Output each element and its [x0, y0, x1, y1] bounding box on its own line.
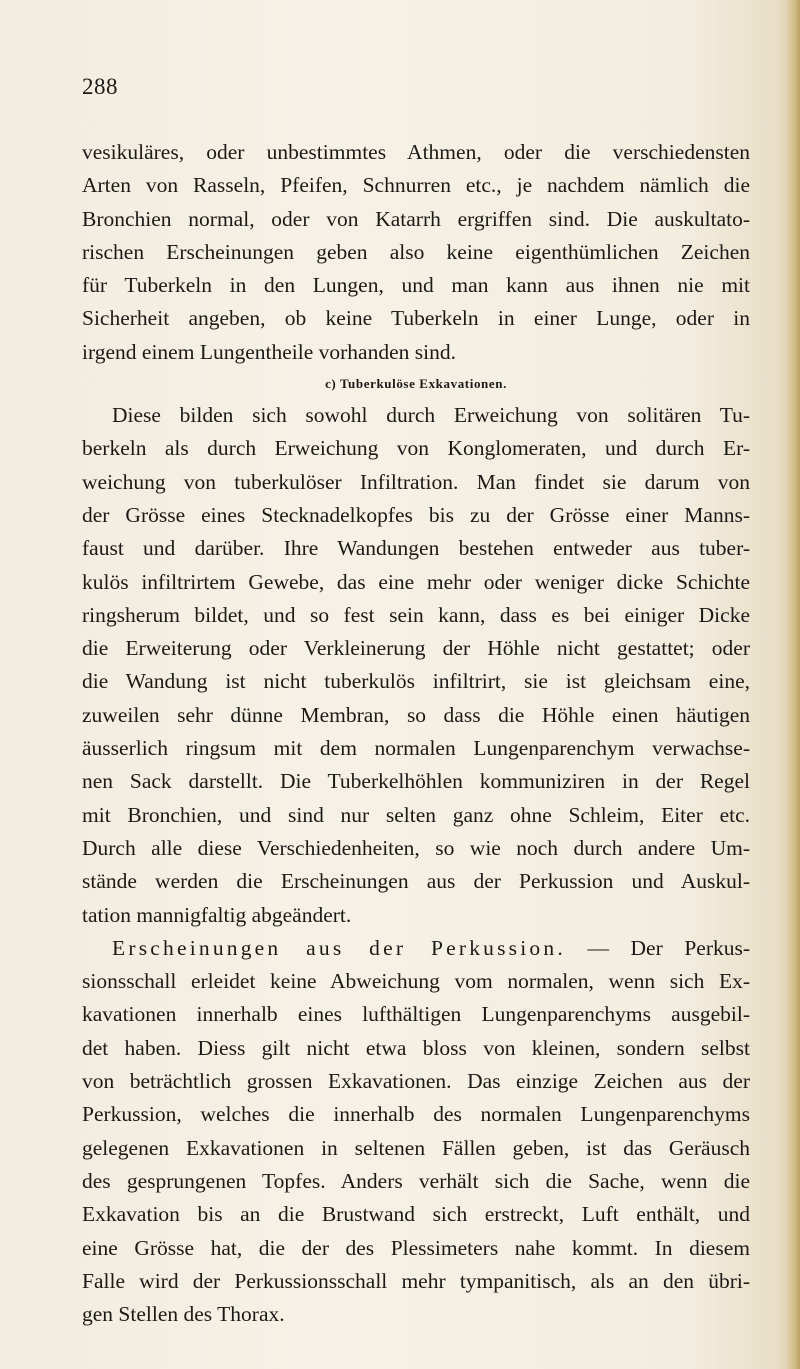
text-line: die Erweiterung oder Verkleinerung der Höhle nicht gestattet; oder: [82, 636, 750, 661]
text-line: gelegenen Exkavationen in seltenen Fällen geben, ist das Geräusch: [82, 1135, 750, 1160]
text-line: äusserlich ringsum mit dem normalen Lungenparenchym verwachse-: [82, 736, 750, 761]
text-line: die Wandung ist nicht tuberkulös infiltrirt, sie ist gleichsam eine,: [82, 669, 750, 694]
text-line: mit Bronchien, und sind nur selten ganz ohne Schleim, Eiter etc.: [82, 802, 750, 827]
text-line: Diese bilden sich sowohl durch Erweichung von solitären Tu-: [112, 403, 750, 428]
text-line: sionsschall erleidet keine Abweichung vom normalen, wenn sich Ex-: [82, 969, 750, 994]
text-line: ringsherum bildet, und so fest sein kann, dass es bei einiger Dicke: [82, 602, 750, 627]
text-line: kavationen innerhalb eines lufthältigen Lungenparenchyms ausgebil-: [82, 1002, 750, 1027]
text-line: Arten von Rasseln, Pfeifen, Schnurren etc., je nachdem nämlich die: [82, 173, 750, 198]
text-line: Exkavation bis an die Brustwand sich erstreckt, Luft enthält, und: [82, 1202, 750, 1227]
text-line: weichung von tuberkulöser Infiltration. Man findet sie darum von: [82, 469, 750, 494]
text-line: [82, 932, 750, 965]
text-line: stände werden die Erscheinungen aus der Perkussion und Auskul-: [82, 869, 750, 894]
page-body: [82, 136, 750, 1331]
text-line: zuweilen sehr dünne Membran, so dass die Höhle einen häutigen: [82, 702, 750, 727]
text-line: Sicherheit angeben, ob keine Tuberkeln in einer Lunge, oder in: [82, 306, 750, 331]
text-line: vesikuläres, oder unbestimmtes Athmen, oder die verschiedensten: [82, 140, 750, 164]
text-line: tation mannigfaltig abgeändert.: [82, 902, 352, 927]
text-line: Falle wird der Perkussionsschall mehr tympanitisch, als an den übri-: [82, 1268, 750, 1293]
page-edge-shadow: [786, 0, 800, 1369]
text-line: von beträchtlich grossen Exkavationen. Das einzige Zeichen aus der: [82, 1069, 750, 1094]
text-line: nen Sack darstellt. Die Tuberkelhöhlen kommuniziren in der Regel: [82, 769, 750, 794]
lead-line-rest: — Der Perkus-: [565, 935, 751, 960]
text-line: det haben. Diess gilt nicht etwa bloss von kleinen, sondern selbst: [82, 1035, 750, 1060]
text-line: Perkussion, welches die innerhalb des normalen Lungenparenchyms: [82, 1102, 750, 1127]
section-heading: c) Tuberkulöse Exkavationen.: [325, 376, 507, 392]
text-line: gen Stellen des Thorax.: [82, 1302, 285, 1327]
text-line: Bronchien normal, oder von Katarrh ergriffen sind. Die auskultato-: [82, 206, 750, 231]
text-line: des gesprungenen Topfes. Anders verhält sich die Sache, wenn die: [82, 1168, 750, 1193]
text-line: rischen Erscheinungen geben also keine eigenthümlichen Zeichen: [82, 239, 750, 264]
text-line: faust und darüber. Ihre Wandungen bestehen entweder aus tuber-: [82, 536, 750, 561]
spaced-lead-phrase: Erscheinungen aus der Perkussion.: [112, 935, 566, 960]
text-line: für Tuberkeln in den Lungen, und man kann aus ihnen nie mit: [82, 273, 750, 298]
text-line: irgend einem Lungentheile vorhanden sind.: [82, 339, 456, 364]
text-line: eine Grösse hat, die der des Plessimeters nahe kommt. In diesem: [82, 1235, 750, 1260]
text-line: berkeln als durch Erweichung von Konglomeraten, und durch Er-: [82, 436, 750, 461]
text-line: kulös infiltrirtem Gewebe, das eine mehr oder weniger dicke Schichte: [82, 569, 750, 594]
page-number: 288: [82, 74, 118, 99]
text-line: der Grösse eines Stecknadelkopfes bis zu der Grösse einer Manns-: [82, 502, 750, 527]
text-line: Durch alle diese Verschiedenheiten, so wie noch durch andere Um-: [82, 835, 750, 860]
